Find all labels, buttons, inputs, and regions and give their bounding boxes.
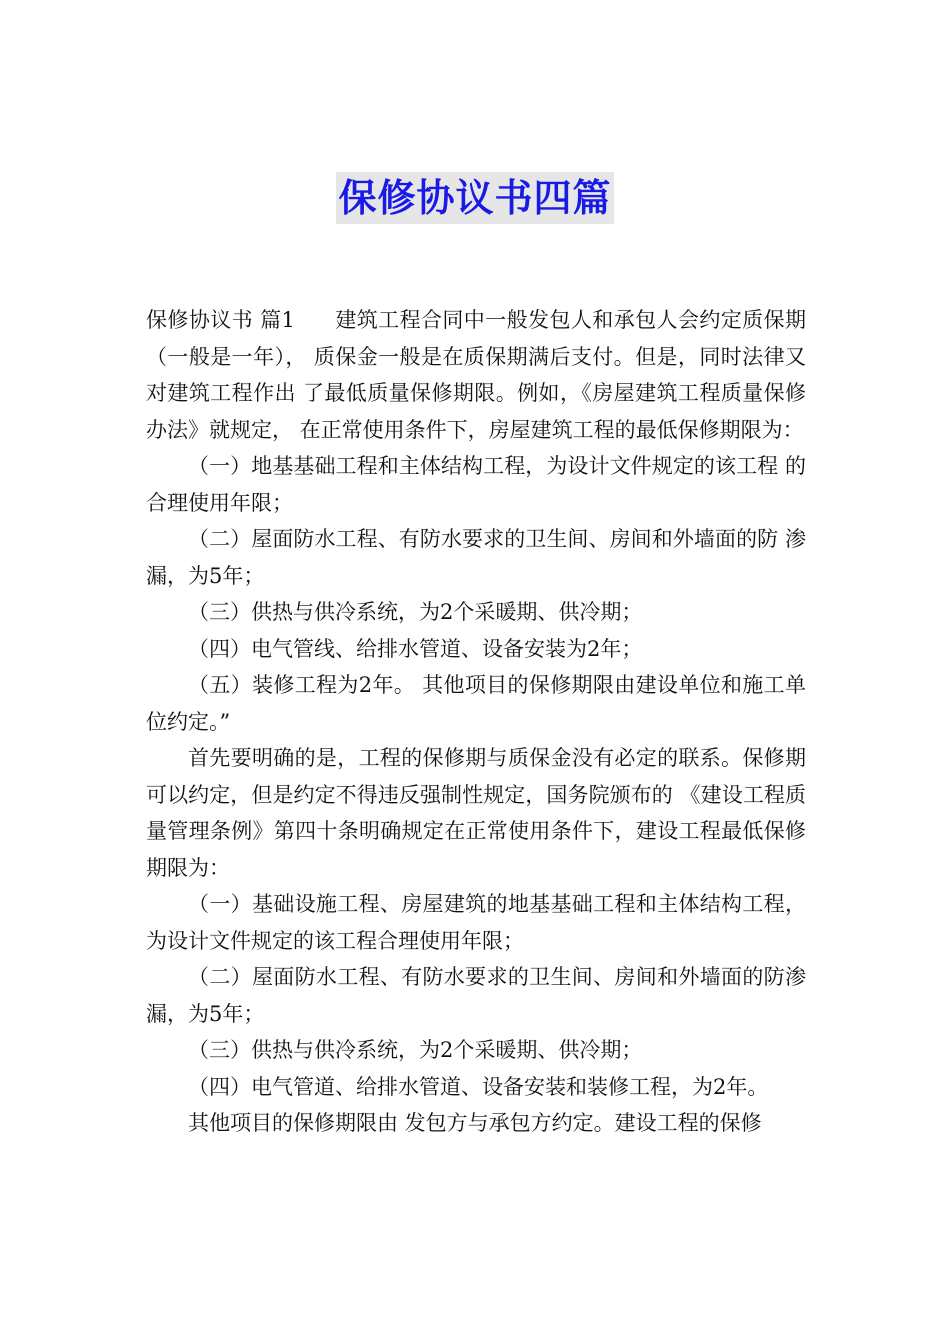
paragraph-3: （二）屋面防水工程、有防水要求的卫生间、房间和外墙面的防 渗漏，为5年； (146, 527, 806, 588)
paragraph-1 (146, 302, 806, 448)
paragraph-6: （五）装修工程为2年。 其他项目的保修期限由建设单位和施工单位约定。” (146, 673, 806, 734)
section-label: 保修协议书 篇1 (146, 308, 295, 332)
title-container (0, 172, 950, 224)
paragraph-4: （三）供热与供冷系统，为2个采暖期、供冷期； (188, 600, 643, 624)
document-body (146, 302, 806, 1142)
paragraph-10: （三）供热与供冷系统，为2个采暖期、供冷期； (188, 1038, 643, 1062)
paragraph-5: （四）电气管线、给排水管道、设备安装为2年； (188, 636, 643, 661)
paragraph-2: （一）地基基础工程和主体结构工程，为设计文件规定的该工程 的合理使用年限； (146, 454, 806, 515)
paragraph-12: 其他项目的保修期限由 发包方与承包方约定。建设工程的保修 (188, 1111, 762, 1135)
document-title: 保修协议书四篇 (336, 172, 613, 224)
paragraph-9: （二）屋面防水工程、有防水要求的卫生间、房间和外墙面的防渗漏，为5年； (146, 965, 806, 1026)
paragraph-8: （一）基础设施工程、房屋建筑的地基基础工程和主体结构工程，为设计文件规定的该工程合理使用年限； (146, 892, 806, 953)
paragraph-1-text: 建筑工程合同中一般发包人和承包人会约定质保期（一般是一年）， 质保金一般是在质保期满后支付。但是，同时法律又对建筑工程作出 了最低质量保修期限。例如，《房屋建筑工程质量保修办法》就规定， 在正常使用条件下，房屋建筑工程的最低保修期限为： (146, 308, 806, 442)
paragraph-7: 首先要明确的是，工程的保修期与质保金没有必定的联系。保修期可以约定，但是约定不得违反强制性规定，国务院颁布的 《建设工程质量管理条例》第四十条明确规定在正常使用条件下，建设工程最低保修期限为： (146, 746, 806, 880)
paragraph-11: （四）电气管道、给排水管道、设备安装和装修工程，为2年。 (188, 1074, 769, 1099)
